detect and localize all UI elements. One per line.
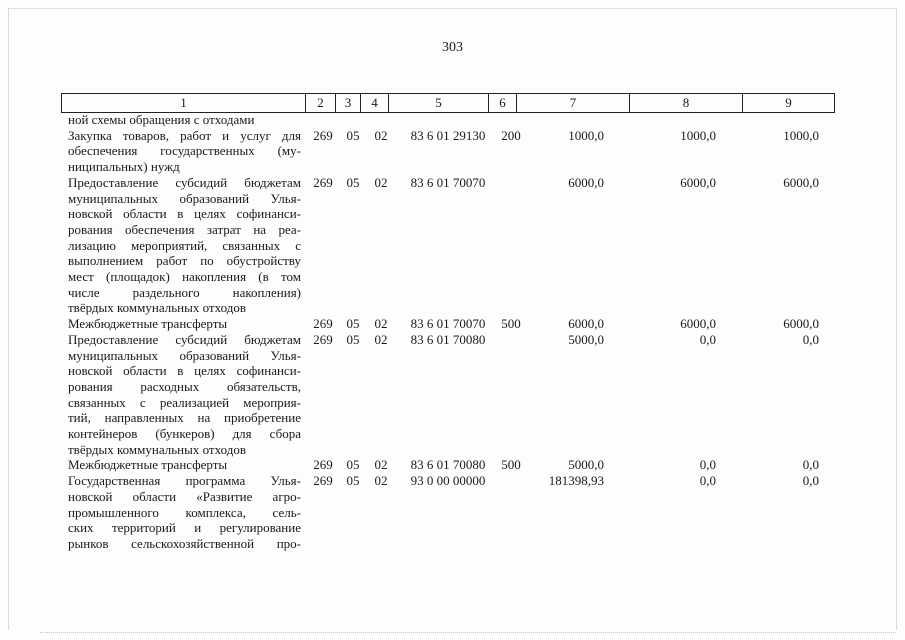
amount-year-2: 0,0 <box>699 457 716 473</box>
amount-year-2: 6000,0 <box>680 174 716 190</box>
description-line: муниципальных образований Улья- <box>68 190 301 206</box>
amount-year-1: 5000,0 <box>568 457 604 473</box>
row-description <box>68 128 301 175</box>
department-code: 269 <box>313 127 333 143</box>
target-item-code: 83 6 01 70070 <box>410 174 486 190</box>
amount-year-1: 6000,0 <box>568 174 604 190</box>
section-code: 05 <box>346 127 360 143</box>
description-line: новской области в целях софинанси- <box>68 363 301 379</box>
expense-type-code: 200 <box>501 127 521 143</box>
description-line: новской области в целях софинанси- <box>68 206 301 222</box>
column-header-1: 1 <box>62 94 306 113</box>
amount-year-3: 6000,0 <box>783 316 819 332</box>
department-code: 269 <box>313 316 333 332</box>
column-header-2: 2 <box>306 94 336 113</box>
description-line: контейнеров (бункеров) для сбора <box>68 426 301 442</box>
column-header-5: 5 <box>389 94 489 113</box>
column-header-8: 8 <box>630 94 743 113</box>
description-line: обеспечения государственных (му- <box>68 143 301 159</box>
department-code: 269 <box>313 174 333 190</box>
amount-year-2: 6000,0 <box>680 316 716 332</box>
column-header-7: 7 <box>517 94 630 113</box>
table-row <box>0 128 905 175</box>
description-line: рования обеспечения затрат на реа- <box>68 221 301 237</box>
description-line: Закупка товаров, работ и услуг для <box>68 127 301 143</box>
description-line: новской области «Развитие агро- <box>68 488 301 504</box>
amount-year-1: 5000,0 <box>568 331 604 347</box>
description-line: Межбюджетные трансферты <box>68 316 228 332</box>
page-number: 303 <box>442 40 463 55</box>
expense-type-code: 500 <box>501 316 521 332</box>
section-code: 05 <box>346 331 360 347</box>
department-code: 269 <box>313 331 333 347</box>
page-edge-top <box>8 8 897 9</box>
description-line: тий, направленных на приобретение <box>68 410 301 426</box>
description-line: числе раздельного накопления) <box>68 284 301 300</box>
description-line: связанных с реализацией мероприя- <box>68 394 301 410</box>
table-row <box>0 112 905 128</box>
description-line: твёрдых коммунальных отходов <box>68 441 246 457</box>
scan-noise-line <box>40 632 896 634</box>
section-code: 05 <box>346 473 360 489</box>
table-row <box>0 332 905 458</box>
subsection-code: 02 <box>374 127 388 143</box>
amount-year-3: 0,0 <box>802 473 819 489</box>
department-code: 269 <box>313 457 333 473</box>
column-header-3: 3 <box>336 94 361 113</box>
column-header-9: 9 <box>743 94 835 113</box>
section-code: 05 <box>346 316 360 332</box>
table-row <box>0 175 905 316</box>
description-line: Предоставление субсидий бюджетам <box>68 331 301 347</box>
description-line: муниципальных образований Улья- <box>68 347 301 363</box>
description-line: рынков сельскохозяйственной про- <box>68 535 301 551</box>
description-line: промышленного комплекса, сель- <box>68 504 301 520</box>
table-row <box>0 316 905 332</box>
target-item-code: 83 6 01 70080 <box>410 457 486 473</box>
description-line: Предоставление субсидий бюджетам <box>68 174 301 190</box>
table-row <box>0 457 905 473</box>
target-item-code: 93 0 00 00000 <box>410 473 486 489</box>
amount-year-2: 0,0 <box>699 331 716 347</box>
amount-year-3: 0,0 <box>802 457 819 473</box>
description-line: твёрдых коммунальных отходов <box>68 300 246 316</box>
amount-year-2: 0,0 <box>699 473 716 489</box>
expense-type-code: 500 <box>501 457 521 473</box>
description-line: Межбюджетные трансферты <box>68 457 228 473</box>
description-line: ной схемы обращения с отходами <box>68 112 255 127</box>
column-header-4: 4 <box>361 94 389 113</box>
column-number-header <box>61 93 835 113</box>
description-line: рования расходных обязательств, <box>68 378 301 394</box>
column-header-6: 6 <box>489 94 517 113</box>
section-code: 05 <box>346 457 360 473</box>
subsection-code: 02 <box>374 473 388 489</box>
amount-year-2: 1000,0 <box>680 127 716 143</box>
description-line: выполнением работ по обустройству <box>68 253 301 269</box>
subsection-code: 02 <box>374 457 388 473</box>
description-line: лизацию мероприятий, связанных с <box>68 237 301 253</box>
amount-year-3: 6000,0 <box>783 174 819 190</box>
row-description <box>68 316 301 332</box>
section-code: 05 <box>346 174 360 190</box>
department-code: 269 <box>313 473 333 489</box>
row-description <box>68 175 301 316</box>
row-description <box>68 457 301 473</box>
target-item-code: 83 6 01 29130 <box>410 127 486 143</box>
amount-year-1: 181398,93 <box>548 473 604 489</box>
description-line: ских территорий и регулирование <box>68 520 301 536</box>
amount-year-1: 1000,0 <box>568 127 604 143</box>
subsection-code: 02 <box>374 316 388 332</box>
subsection-code: 02 <box>374 174 388 190</box>
subsection-code: 02 <box>374 331 388 347</box>
row-description <box>68 332 301 458</box>
description-line: Государственная программа Улья- <box>68 473 301 489</box>
row-description <box>68 112 301 128</box>
amount-year-3: 1000,0 <box>783 127 819 143</box>
table-row <box>0 473 905 552</box>
description-line: мест (площадок) накопления (в том <box>68 269 301 285</box>
row-description <box>68 473 301 552</box>
amount-year-3: 0,0 <box>802 331 819 347</box>
target-item-code: 83 6 01 70080 <box>410 331 486 347</box>
description-line: ниципальных) нужд <box>68 159 180 175</box>
amount-year-1: 6000,0 <box>568 316 604 332</box>
target-item-code: 83 6 01 70070 <box>410 316 486 332</box>
